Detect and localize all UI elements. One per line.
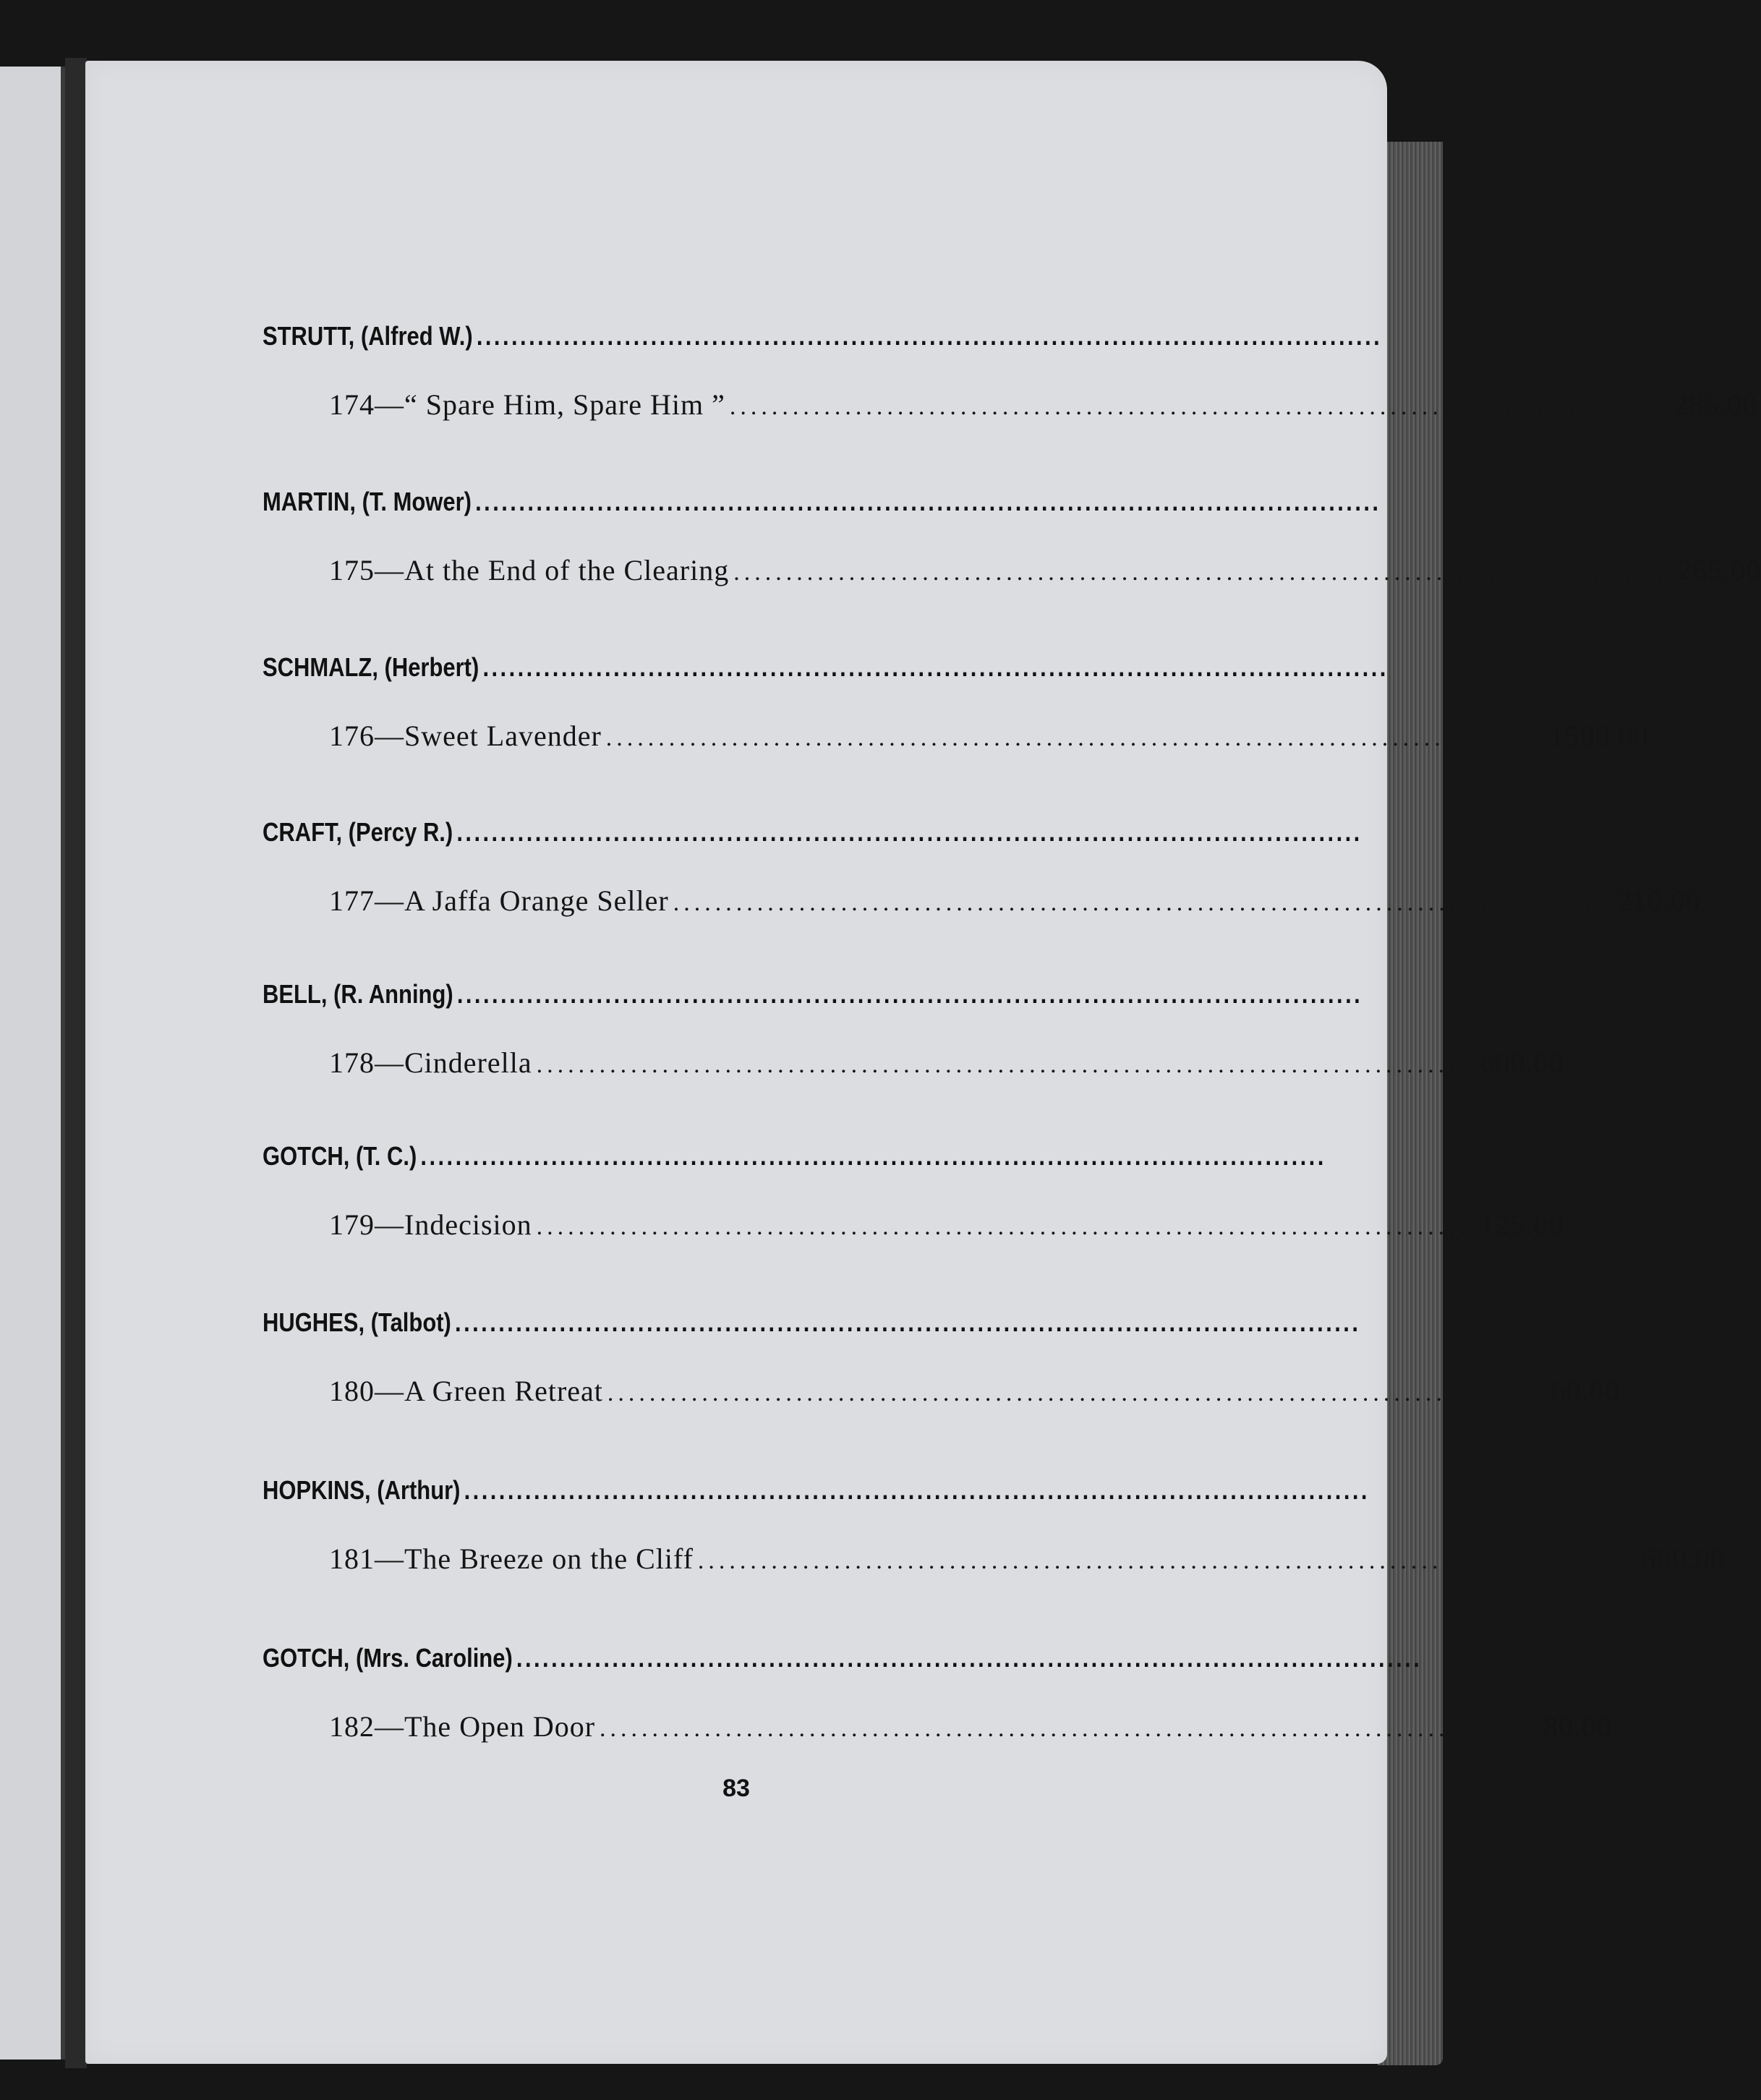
artwork-number: 179: [329, 1208, 375, 1241]
artist-name: BELL,: [263, 979, 328, 1009]
artwork-number-title: 178—Cinderella: [329, 1046, 532, 1079]
dot-leader: ..........................................................................................: [673, 889, 1617, 916]
artwork-number-title: 177—A Jaffa Orange Seller: [329, 884, 669, 917]
catalogue-entry: [263, 1141, 1564, 1242]
artwork-line: [329, 388, 1757, 422]
artwork-number: 182: [329, 1710, 375, 1743]
artwork-title: Sweet Lavender: [404, 720, 602, 752]
artwork-line: [329, 553, 1761, 587]
artist-name: STRUTT,: [263, 321, 355, 351]
dot-leader: ........................................................................................................: [464, 1475, 1370, 1505]
artist-name: MARTIN,: [263, 487, 356, 516]
artwork-title: A Green Retreat: [404, 1375, 603, 1407]
page-stack-edge: [1378, 142, 1443, 2065]
dot-leader: ..........................................................................................: [600, 1715, 1544, 1742]
dot-leader: ..........................................................................................: [536, 1213, 1480, 1240]
artwork-line: [329, 1374, 1620, 1408]
artwork-title: Cinderella: [404, 1046, 532, 1079]
dot-leader: ........................................................................................................: [420, 1141, 1326, 1171]
artwork-number: 181: [329, 1542, 375, 1575]
artwork-title: A Jaffa Orange Seller: [404, 884, 669, 917]
artist-name: SCHMALZ,: [263, 652, 378, 682]
artwork-title: Indecision: [404, 1208, 532, 1241]
artist-heading: [263, 652, 1389, 696]
catalogue-entry: [263, 321, 1757, 422]
artwork-number: 178: [329, 1046, 375, 1079]
artwork-line: [329, 719, 1649, 753]
artwork-price: 1500.00: [1549, 720, 1649, 752]
artist-name: HOPKINS,: [263, 1475, 371, 1505]
artwork-number: 175: [329, 554, 375, 586]
artwork-number-title: 174—“ Spare Him, Spare Him ”: [329, 388, 725, 421]
artwork-title: At the End of the Clearing: [404, 554, 730, 586]
dot-leader: ..........................................................................................: [605, 725, 1550, 751]
artwork-line: [329, 1710, 1613, 1743]
artwork-line: [329, 1208, 1564, 1242]
artist-name: HUGHES,: [263, 1307, 365, 1337]
catalogue-entry: [263, 817, 1701, 918]
dot-leader: ..........................................................................................: [733, 559, 1678, 586]
artwork-price: 285.00: [1673, 388, 1757, 421]
artist-detail: (Mrs. Caroline): [356, 1643, 513, 1673]
artist-detail: (Herbert): [384, 652, 479, 682]
dot-leader: ........................................................................................................: [475, 487, 1381, 516]
artist-detail: (Arthur): [377, 1475, 461, 1505]
facing-page-edge: [0, 67, 65, 2060]
artwork-number: 177: [329, 884, 375, 917]
artist-detail: (Percy R.): [348, 817, 453, 847]
artist-detail: (Talbot): [370, 1307, 451, 1337]
artwork-line: [329, 1542, 1726, 1576]
artwork-number-title: 181—The Breeze on the Cliff: [329, 1542, 694, 1575]
artwork-price: 600.00: [1641, 1542, 1726, 1575]
artwork-title: The Breeze on the Cliff: [404, 1542, 694, 1575]
artist-heading: [263, 1307, 1361, 1351]
dot-leader: ........................................................................................................: [456, 817, 1363, 847]
dot-leader: ..........................................................................................: [607, 1380, 1551, 1407]
dot-leader: ........................................................................................................: [482, 652, 1389, 682]
page-number: 83: [722, 1775, 750, 1802]
artist-heading: [263, 1475, 1370, 1519]
dot-leader: ..........................................................................................: [729, 393, 1673, 420]
artwork-price: 60.00: [1551, 1375, 1620, 1407]
dot-leader: ........................................................................................................: [456, 979, 1363, 1009]
artist-heading: [263, 1141, 1326, 1185]
artist-name: GOTCH,: [263, 1643, 350, 1673]
artist-detail: (R. Anning): [333, 979, 453, 1009]
artwork-number-title: 176—Sweet Lavender: [329, 720, 602, 752]
dot-leader: ........................................................................................................: [516, 1643, 1423, 1673]
artist-heading: [263, 979, 1363, 1023]
artwork-price: 125.00: [1480, 1208, 1564, 1241]
artist-name: GOTCH,: [263, 1141, 350, 1171]
catalogue-entry: [263, 487, 1761, 587]
artwork-title: “ Spare Him, Spare Him ”: [404, 388, 725, 421]
catalogue-entry: [263, 1643, 1613, 1743]
catalogue-entry: [263, 1475, 1726, 1576]
artwork-number-title: 179—Indecision: [329, 1208, 532, 1241]
artwork-number-title: 182—The Open Door: [329, 1710, 596, 1743]
artwork-price: 210.00: [1616, 884, 1701, 917]
dot-leader: ........................................................................................................: [476, 321, 1383, 351]
artist-name: CRAFT,: [263, 817, 343, 847]
artwork-number-title: 180—A Green Retreat: [329, 1375, 603, 1407]
artwork-line: [329, 1046, 1564, 1080]
artist-detail: (T. Mower): [362, 487, 472, 516]
dot-leader: ..........................................................................................: [697, 1548, 1642, 1574]
artist-heading: [263, 1643, 1423, 1686]
artwork-line: [329, 884, 1701, 918]
artist-detail: (T. C.): [356, 1141, 417, 1171]
artist-detail: (Alfred W.): [360, 321, 473, 351]
artwork-title: The Open Door: [404, 1710, 596, 1743]
catalogue-entry: [263, 1307, 1620, 1408]
artwork-number: 174: [329, 388, 375, 421]
artist-heading: [263, 321, 1383, 364]
catalogue-entry: [263, 652, 1649, 753]
artwork-number: 180: [329, 1375, 375, 1407]
dot-leader: ........................................................................................................: [455, 1307, 1361, 1337]
artwork-number-title: 175—At the End of the Clearing: [329, 554, 730, 586]
dot-leader: ..........................................................................................: [536, 1051, 1480, 1078]
artist-heading: [263, 817, 1363, 861]
artist-heading: [263, 487, 1381, 530]
catalogue-entry: [263, 979, 1564, 1080]
artwork-number: 176: [329, 720, 375, 752]
artwork-price: 80.00: [1543, 1710, 1613, 1743]
artwork-price: 265.00: [1677, 554, 1761, 586]
artwork-price: 600.00: [1480, 1046, 1564, 1079]
catalogue-page: [85, 61, 1761, 2064]
book-gutter: [65, 58, 87, 2068]
